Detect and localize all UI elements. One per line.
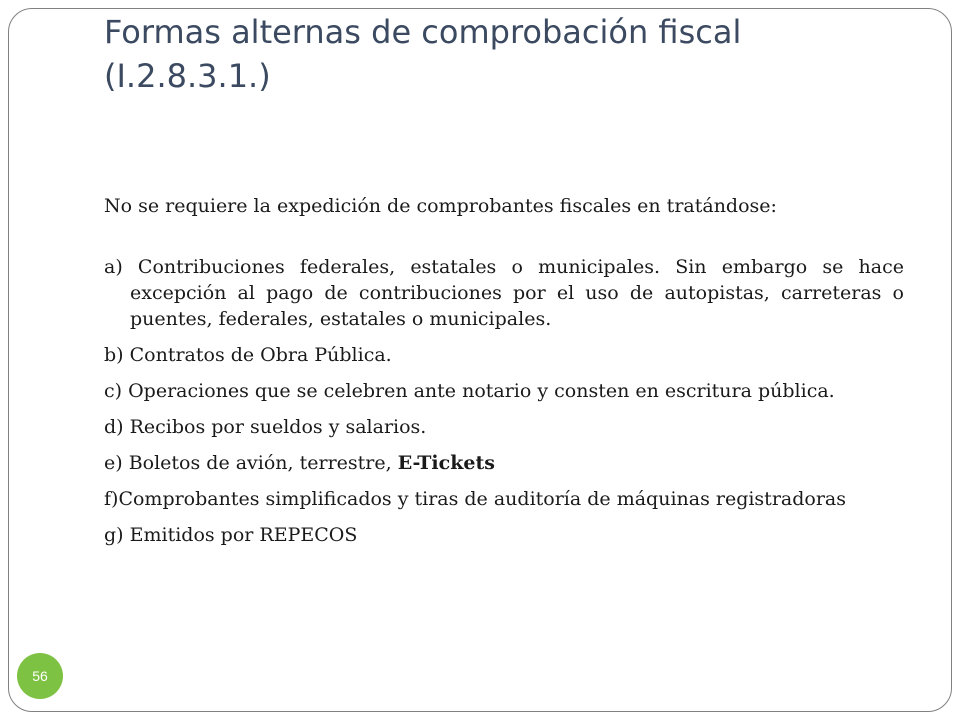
slide-title: [104, 10, 904, 98]
slide-title-line-2: (I.2.8.3.1.): [104, 57, 271, 95]
list-item-e: [104, 450, 904, 476]
list-item-c: c) Operaciones que se celebren ante notario y consten en escritura pública.: [104, 380, 835, 402]
list-item-f: f)Comprobantes simplificados y tiras de auditoría de máquinas registradoras: [104, 488, 846, 510]
list-item-d: d) Recibos por sueldos y salarios.: [104, 416, 427, 438]
list-item-g: g) Emitidos por REPECOS: [104, 524, 358, 546]
intro-text: No se requiere la expedición de comprobantes fiscales en tratándose:: [104, 195, 777, 217]
list-item-b: b) Contratos de Obra Pública.: [104, 344, 392, 366]
page-number-badge: [17, 653, 63, 699]
list-item-e-text: e) Boletos de avión, terrestre,: [104, 452, 398, 474]
list-item-e-emphasis: E-Tickets: [397, 452, 495, 474]
page-number: 56: [32, 668, 48, 684]
slide-body: [104, 188, 904, 548]
slide-title-line-1: Formas alternas de comprobación fiscal: [104, 13, 742, 51]
list-item-a: a) Contribuciones federales, estatales o municipales. Sin embargo se hace excepción al pago de contribuciones por el uso de autopistas, carreteras o puentes, federales, estatales o municipales.: [104, 256, 904, 330]
